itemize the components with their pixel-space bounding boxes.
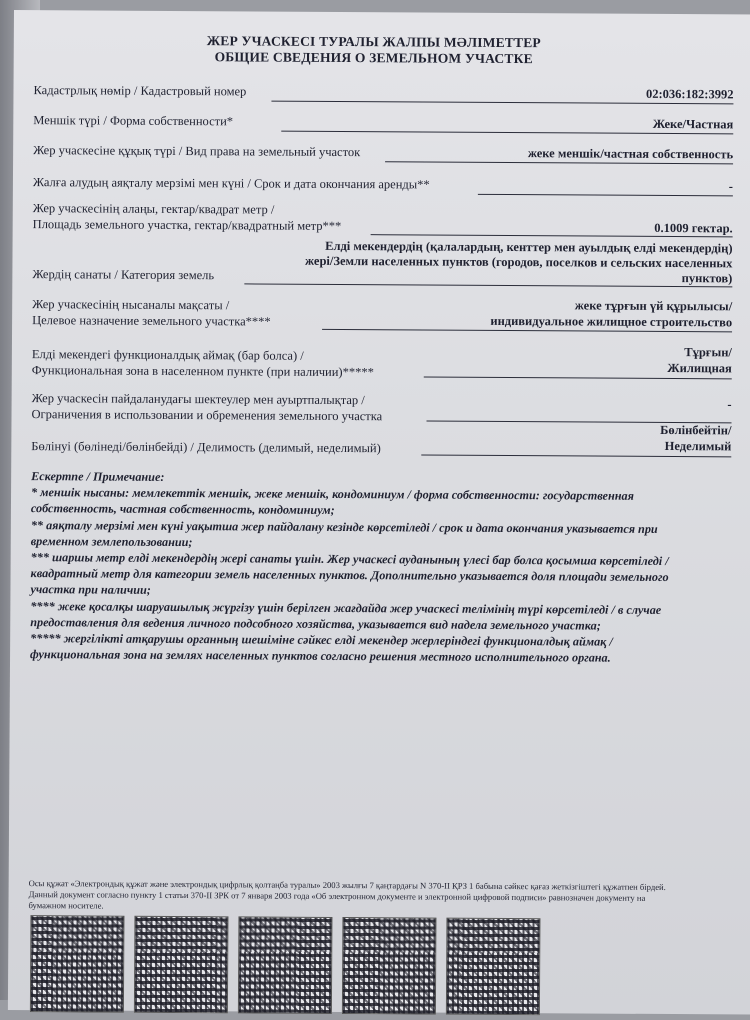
field-zone: [32, 340, 732, 384]
field-ownership: [33, 112, 733, 136]
field-value: жеке тұрғын үй құрылысы/: [574, 298, 733, 314]
title-ru: ОБЩИЕ СВЕДЕНИЯ О ЗЕМЕЛЬНОМ УЧАСТКЕ: [214, 49, 533, 67]
footer-line: бумажном носителе.: [28, 900, 104, 911]
field-lease-term: [33, 174, 733, 198]
qr-code-2: [134, 916, 229, 1014]
document-sheet: [8, 10, 750, 1015]
underline: [421, 454, 731, 457]
field-label: Жер учаскесінің нысаналы мақсаты /: [32, 297, 230, 313]
qr-code-1: [30, 915, 125, 1013]
underline: [244, 283, 732, 287]
field-value: жеке меншік/частная собственность: [527, 146, 734, 162]
field-label: Жер учаскесіне құқық түрі / Вид права на земельный участок: [33, 143, 361, 160]
note-line: ** аяқталу мерзімі мен күні уақытша жер пайдалану кезінде көрсетіледі / срок и дата окончания указывается при: [30, 517, 658, 536]
note-line: участка при наличии;: [30, 582, 151, 598]
field-label: Елді мекендегі функционалдық аймақ (бар болса) /: [31, 347, 304, 363]
field-purpose: [32, 294, 732, 338]
field-label: Жер учаскесінің алаңы, гектар/квадрат метр /: [32, 201, 275, 217]
field-value: жері/Земли населенных пунктов (городов, поселков и сельских населенных: [304, 253, 733, 271]
field-value: Елді мекендердің (қалалардың, кенттер мен ауылдық елді мекендердің): [325, 238, 733, 256]
field-label: Площадь земельного участка, гектар/квадратный метр***: [32, 217, 342, 234]
field-label: Меншік түрі / Форма собственности*: [33, 113, 234, 129]
notes-heading: Ескертпе / Примечание:: [31, 469, 165, 484]
field-value: Тұрғын/: [684, 345, 732, 360]
field-divisibility: [31, 418, 731, 462]
field-cadastral: [33, 82, 733, 106]
field-value: индивидуальное жилищное строительство: [490, 313, 733, 330]
field-value: 0.1009 гектар.: [654, 220, 733, 236]
footer-line: Данный документ согласно пункту 1 статьи 370-II ЗРК от 7 января 2003 года «Об электронном документе и электронной цифровой подписи» равнозначен документу на: [28, 889, 646, 903]
field-value: Бөлінбейтін/: [660, 422, 732, 438]
notes-section: [30, 468, 731, 667]
field-label: Ограничения в использовании и обременения земельного участка: [31, 407, 383, 424]
field-label: Бөлінуі (бөлінеді/бөлінбейді) / Делимость (делимый, неделимый): [31, 439, 381, 456]
underline: [424, 377, 732, 380]
field-value: Жилищная: [667, 360, 732, 376]
field-value: -: [727, 397, 732, 412]
field-value: Неделимый: [664, 438, 732, 454]
note-line: *** шаршы метр елді мекендердің жері санаты үшін. Жер учаскесі ауданының үлесі бар болса қосымша көрсетіледі /: [30, 550, 669, 569]
note-line: * меншік нысаны: мемлекеттік меншік, жеке меншік, кондоминиум / форма собственности: государственная: [31, 485, 634, 503]
field-label: Функциональная зона в населенном пункте (при наличии)*****: [31, 363, 374, 380]
field-label: Жер учаскесін пайдаланудағы шектеулер мен ауыртпалықтар /: [31, 391, 365, 408]
title-kz: ЖЕР УЧАСКЕСІ ТУРАЛЫ ЖАЛПЫ МӘЛІМЕТТЕР: [206, 33, 541, 51]
field-label: Жалға алудың аяқталу мерзімі мен күні / Срок и дата окончания аренды**: [32, 175, 430, 192]
field-value: Жеке/Частная: [652, 116, 734, 132]
note-line: функциональная зона на землях населенных пунктов согласно решения местного исполнительного органа.: [30, 647, 611, 665]
field-right-type: [33, 142, 733, 166]
note-line: **** жеке қосалқы шаруашылық жүргізу үшін берілген жағдайда жер учаскесі телімінің түрі көрсетіледі / в случае: [30, 598, 662, 617]
qr-codes: [30, 915, 731, 1019]
footer-legal: [28, 878, 748, 915]
field-label: Жердің санаты / Категория земель: [32, 267, 215, 283]
note-line: квадратный метр для категории земель населенных пунктов. Дополнительно указывается доля площади земельного: [30, 566, 669, 585]
field-value: пунктов): [681, 271, 733, 286]
field-category: [32, 236, 732, 290]
qr-code-5: [446, 918, 541, 1016]
underline: [478, 194, 733, 197]
qr-code-3: [238, 916, 333, 1014]
field-area: [33, 198, 733, 242]
note-line: собственность, частная собственность, кондоминиум;: [30, 501, 335, 518]
footer-line: Осы құжат «Электрондық құжат және электрондық цифрлық қолтаңба туралы» 2003 жылғы 7 қаңтардағы N 370-II ҚРЗ 1 бабына сәйкес қағаз жеткізгіштегі құжатпен бірдей.: [28, 878, 666, 892]
note-line: временном землепользовании;: [30, 533, 193, 549]
field-label: Кадастрлық нөмір / Кадастровый номер: [33, 83, 247, 99]
field-value: -: [728, 179, 733, 194]
note-line: предоставления для ведения личного подсобного хозяйства, указывается вид надела земельного участка;: [30, 614, 601, 633]
note-line: ***** жергілікті атқарушы органның шешіміне сәйкес елді мекендер жерлеріндегі функционалдық аймақ /: [30, 631, 613, 649]
field-value: 02:036:182:3992: [645, 86, 734, 102]
field-label: Целевое назначение земельного участка****: [32, 313, 271, 329]
